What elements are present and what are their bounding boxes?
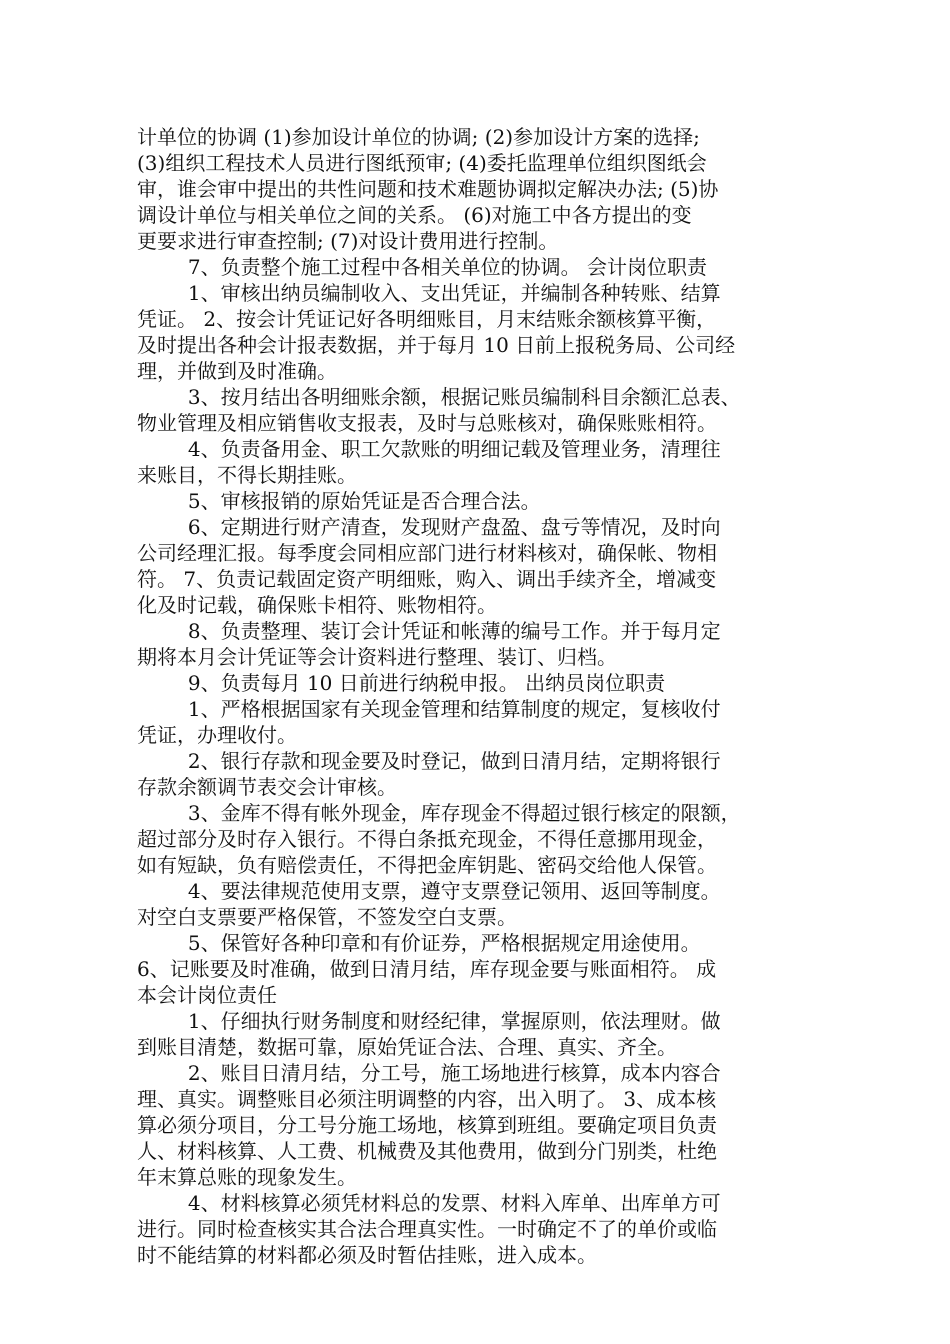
text-line: 5、保管好各种印章和有价证券，严格根据规定用途使用。 <box>137 931 701 955</box>
text-line: 4、要法律规范使用支票，遵守支票登记领用、返回等制度。 <box>137 879 721 903</box>
text-line: 6、定期进行财产清查，发现财产盘盈、盘亏等情况，及时向 <box>137 515 721 539</box>
text-line: 8、负责整理、装订会计凭证和帐薄的编号工作。并于每月定 <box>137 619 721 643</box>
text-line: 及时提出各种会计报表数据，并于每月 10 日前上报税务局、公司经 <box>137 333 736 357</box>
text-line: 算必须分项目，分工号分施工场地，核算到班组。要确定项目负责 <box>137 1113 717 1137</box>
text-line: 公司经理汇报。每季度会同相应部门进行材料核对，确保帐、物相 <box>137 541 717 565</box>
text-line: 符。 7、负责记载固定资产明细账，购入、调出手续齐全，增减变 <box>137 567 717 591</box>
text-line: 到账目清楚，数据可靠，原始凭证合法、合理、真实、齐全。 <box>137 1035 677 1059</box>
text-line: 4、负责备用金、职工欠款账的明细记载及管理业务，清理往 <box>137 437 721 461</box>
text-line: 理，并做到及时准确。 <box>137 359 337 383</box>
text-line: 3、金库不得有帐外现金，库存现金不得超过银行核定的限额， <box>137 801 741 825</box>
text-line: (3)组织工程技术人员进行图纸预审; (4)委托监理单位组织图纸会 <box>137 151 707 175</box>
text-line: 1、仔细执行财务制度和财经纪律，掌握原则，依法理财。做 <box>137 1009 721 1033</box>
text-line: 物业管理及相应销售收支报表，及时与总账核对，确保账账相符。 <box>137 411 717 435</box>
text-line: 3、按月结出各明细账余额，根据记账员编制科目余额汇总表、 <box>137 385 741 409</box>
text-line: 5、审核报销的原始凭证是否合理合法。 <box>137 489 541 513</box>
text-line: 期将本月会计凭证等会计资料进行整理、装订、归档。 <box>137 645 617 669</box>
text-line: 更要求进行审查控制; (7)对设计费用进行控制。 <box>137 229 559 253</box>
text-line: 6、记账要及时准确，做到日清月结，库存现金要与账面相符。 成 <box>137 957 717 981</box>
text-line: 1、严格根据国家有关现金管理和结算制度的规定，复核收付 <box>137 697 721 721</box>
document-body <box>137 124 837 1268</box>
text-line: 审，谁会审中提出的共性问题和技术难题协调拟定解决办法; (5)协 <box>137 177 719 201</box>
text-line: 时不能结算的材料都必须及时暂估挂账，进入成本。 <box>137 1243 597 1267</box>
text-line: 来账目，不得长期挂账。 <box>137 463 357 487</box>
text-line: 存款余额调节表交会计审核。 <box>137 775 397 799</box>
text-line: 如有短缺，负有赔偿责任，不得把金库钥匙、密码交给他人保管。 <box>137 853 717 877</box>
text-line: 进行。同时检查核实其合法合理真实性。一时确定不了的单价或临 <box>137 1217 717 1241</box>
text-line: 人、材料核算、人工费、机械费及其他费用，做到分门别类，杜绝 <box>137 1139 717 1163</box>
text-line: 化及时记载，确保账卡相符、账物相符。 <box>137 593 497 617</box>
text-line: 1、审核出纳员编制收入、支出凭证，并编制各种转账、结算 <box>137 281 721 305</box>
text-line: 2、账目日清月结，分工号，施工场地进行核算，成本内容合 <box>137 1061 721 1085</box>
text-line: 本会计岗位责任 <box>137 983 277 1007</box>
text-line: 凭证，办理收付。 <box>137 723 297 747</box>
text-line: 2、银行存款和现金要及时登记，做到日清月结，定期将银行 <box>137 749 721 773</box>
text-line: 对空白支票要严格保管，不签发空白支票。 <box>137 905 517 929</box>
text-line: 凭证。 2、按会计凭证记好各明细账目，月末结账余额核算平衡， <box>137 307 717 331</box>
text-line: 调设计单位与相关单位之间的关系。 (6)对施工中各方提出的变 <box>137 203 692 227</box>
text-line: 年末算总账的现象发生。 <box>137 1165 357 1189</box>
text-line: 9、负责每月 10 日前进行纳税申报。 出纳员岗位职责 <box>137 671 666 695</box>
text-line: 计单位的协调 (1)参加设计单位的协调; (2)参加设计方案的选择; <box>137 125 700 149</box>
text-line: 7、负责整个施工过程中各相关单位的协调。 会计岗位职责 <box>137 255 707 279</box>
text-line: 理、真实。调整账目必须注明调整的内容，出入明了。 3、成本核 <box>137 1087 717 1111</box>
text-line: 超过部分及时存入银行。不得白条抵充现金，不得任意挪用现金， <box>137 827 717 851</box>
text-line: 4、材料核算必须凭材料总的发票、材料入库单、出库单方可 <box>137 1191 721 1215</box>
